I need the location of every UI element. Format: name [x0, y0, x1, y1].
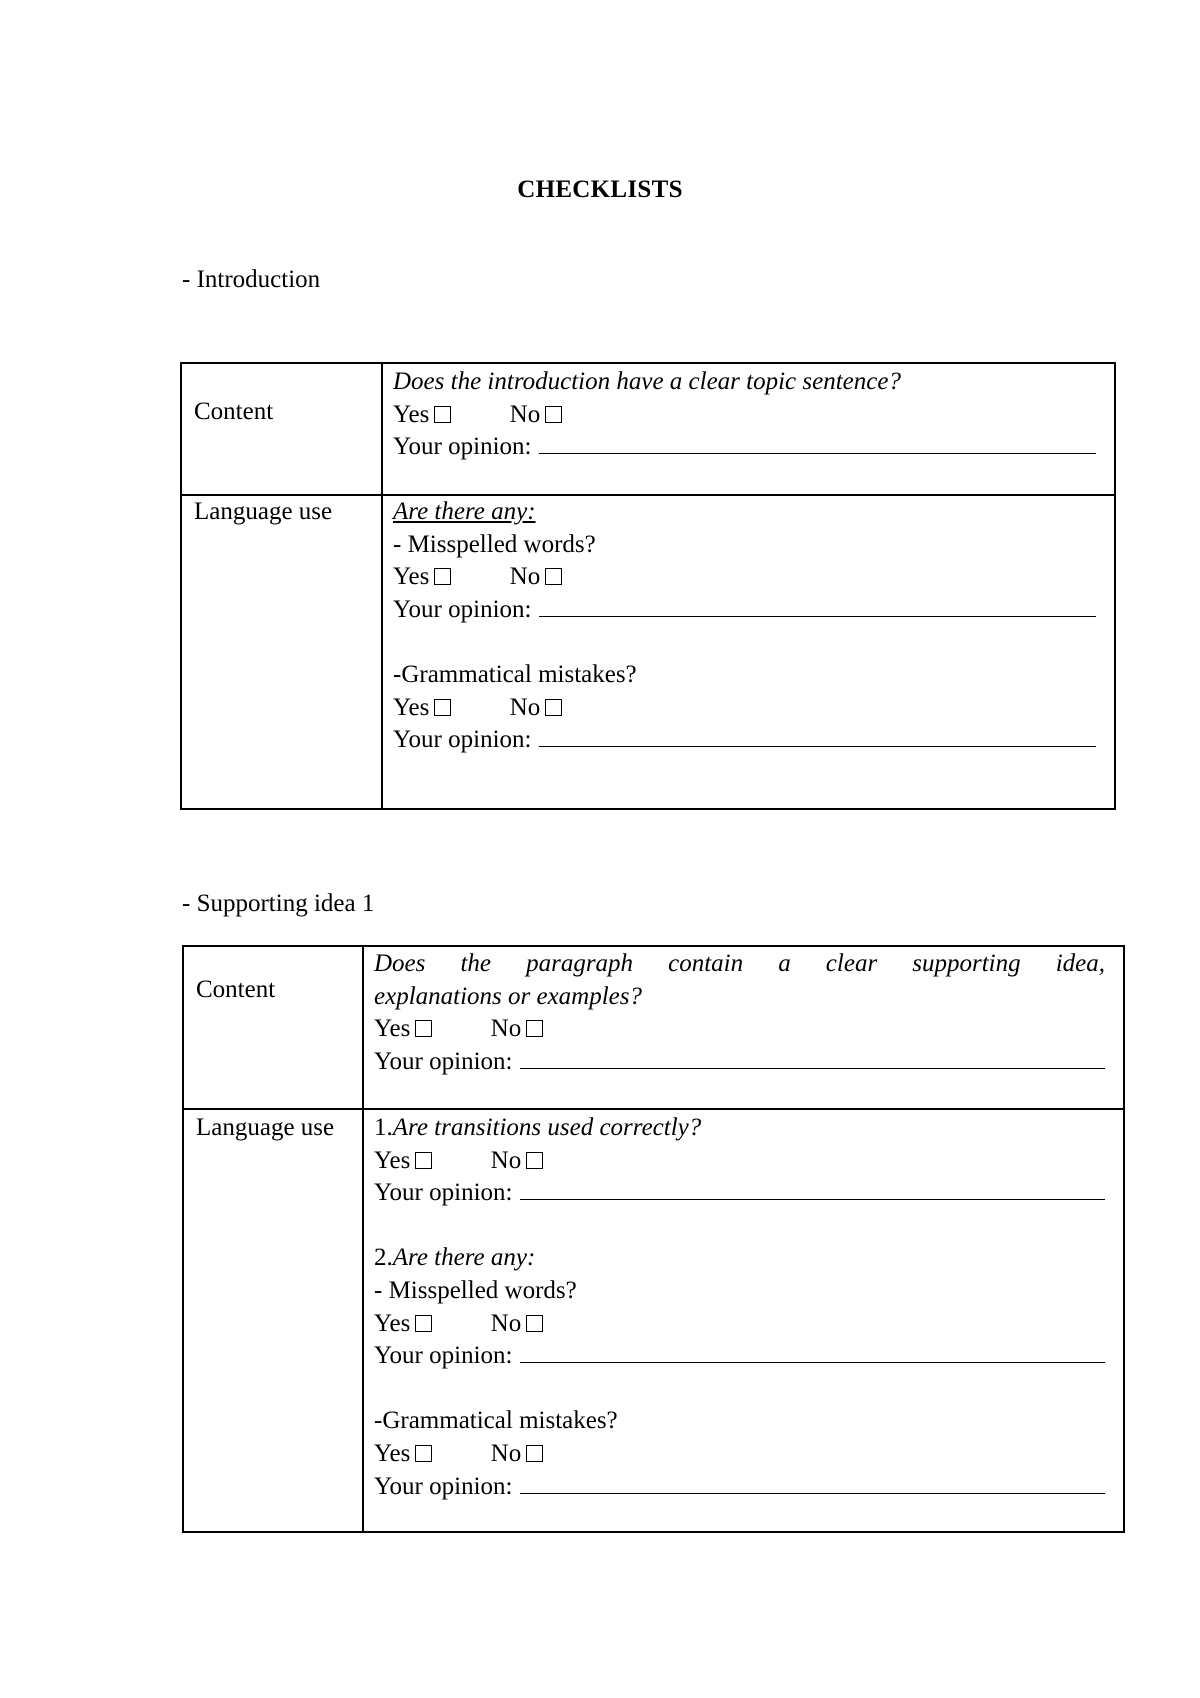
yes-option[interactable]: Yes — [393, 563, 451, 590]
opinion-row — [374, 1046, 1105, 1079]
checkbox-icon[interactable] — [545, 406, 562, 423]
yes-option[interactable]: Yes — [374, 1310, 432, 1337]
checkbox-icon[interactable] — [434, 406, 451, 423]
yes-option[interactable]: Yes — [374, 1015, 432, 1042]
content-label: Content — [196, 976, 276, 1003]
yes-option[interactable]: Yes — [393, 401, 451, 428]
checkbox-icon[interactable] — [415, 1445, 432, 1462]
opinion-row — [374, 1177, 1105, 1210]
yes-no-row — [393, 399, 1096, 432]
opinion-field[interactable] — [539, 431, 1096, 454]
item-question: -Grammatical mistakes? — [393, 660, 637, 688]
no-option[interactable]: No — [510, 401, 563, 428]
checkbox-icon[interactable] — [415, 1152, 432, 1169]
no-option[interactable]: No — [491, 1440, 544, 1467]
no-option[interactable]: No — [510, 563, 563, 590]
opinion-field[interactable] — [520, 1046, 1105, 1069]
checkbox-icon[interactable] — [434, 568, 451, 585]
language-use-label: Language use — [194, 498, 333, 525]
checkbox-icon[interactable] — [526, 1315, 543, 1332]
content-question-line-2: explanations or examples? — [374, 982, 643, 1010]
no-option[interactable]: No — [510, 694, 563, 721]
opinion-field[interactable] — [539, 724, 1096, 747]
table-row — [183, 1109, 1124, 1532]
opinion-label: Your opinion: — [374, 1179, 513, 1207]
no-option[interactable]: No — [491, 1015, 544, 1042]
checkbox-icon[interactable] — [545, 568, 562, 585]
yes-no-row — [374, 1013, 1105, 1046]
introduction-checklist-table — [180, 362, 1116, 810]
opinion-label: Your opinion: — [374, 1472, 513, 1500]
checkbox-icon[interactable] — [545, 699, 562, 716]
no-option[interactable]: No — [491, 1147, 544, 1174]
yes-no-row — [374, 1145, 1105, 1178]
opinion-label: Your opinion: — [393, 433, 532, 461]
content-question-line-1: Does the paragraph contain a clear supporting idea, — [374, 950, 1105, 977]
opinion-field[interactable] — [520, 1471, 1105, 1494]
opinion-row — [374, 1471, 1105, 1504]
yes-no-row — [374, 1438, 1105, 1471]
section-heading-supporting-idea-1: - Supporting idea 1 — [182, 890, 375, 917]
checkbox-icon[interactable] — [415, 1020, 432, 1037]
yes-no-row — [393, 561, 1096, 594]
item-question: - Misspelled words? — [374, 1276, 577, 1304]
are-there-any-question: 2.Are there any: — [374, 1244, 536, 1272]
supporting-idea-checklist-table — [182, 945, 1125, 1533]
yes-option[interactable]: Yes — [374, 1147, 432, 1174]
opinion-field[interactable] — [539, 594, 1096, 617]
checkbox-icon[interactable] — [434, 699, 451, 716]
opinion-row — [374, 1340, 1105, 1373]
opinion-row — [393, 431, 1096, 464]
checkbox-icon[interactable] — [526, 1020, 543, 1037]
opinion-field[interactable] — [520, 1177, 1105, 1200]
opinion-label: Your opinion: — [393, 726, 532, 754]
no-option[interactable]: No — [491, 1310, 544, 1337]
opinion-row — [393, 724, 1096, 757]
table-row — [181, 495, 1115, 809]
yes-option[interactable]: Yes — [374, 1440, 432, 1467]
checkbox-icon[interactable] — [415, 1315, 432, 1332]
checkbox-icon[interactable] — [526, 1152, 543, 1169]
content-question: Does the introduction have a clear topic sentence? — [393, 368, 901, 395]
item-question: -Grammatical mistakes? — [374, 1407, 618, 1435]
content-label: Content — [194, 398, 274, 425]
opinion-field[interactable] — [520, 1340, 1105, 1363]
table-row — [183, 946, 1124, 1109]
language-intro: Are there any: — [393, 498, 536, 525]
yes-option[interactable]: Yes — [393, 694, 451, 721]
page-title: CHECKLISTS — [517, 176, 683, 203]
opinion-label: Your opinion: — [374, 1342, 513, 1370]
item-question: - Misspelled words? — [393, 530, 596, 558]
yes-no-row — [374, 1308, 1105, 1341]
opinion-label: Your opinion: — [393, 595, 532, 623]
opinion-label: Your opinion: — [374, 1047, 513, 1075]
opinion-row — [393, 594, 1096, 627]
transitions-question: 1.Are transitions used correctly? — [374, 1114, 702, 1141]
checkbox-icon[interactable] — [526, 1445, 543, 1462]
yes-no-row — [393, 692, 1096, 725]
section-heading-introduction: - Introduction — [182, 266, 321, 293]
table-row — [181, 363, 1115, 495]
language-use-label: Language use — [196, 1114, 335, 1141]
